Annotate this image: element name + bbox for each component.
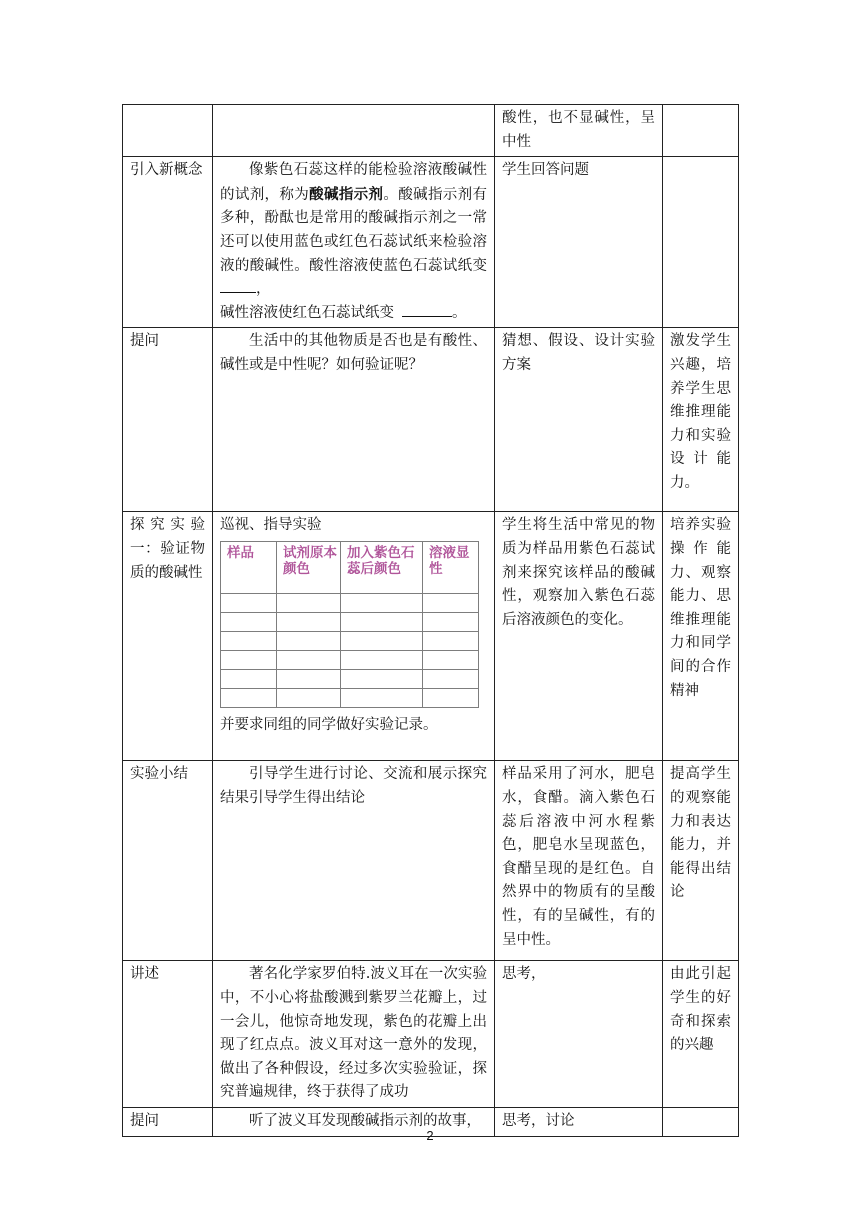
design-intent-cell (663, 157, 739, 328)
teacher-text: ， (256, 281, 271, 298)
sample-empty-row (221, 669, 479, 688)
student-activity-cell: 学生将生活中常见的物质为样品用紫色石蕊试剂来探究该样品的酸碱性，观察加入紫色石蕊后溶液颜色的变化。 (495, 512, 663, 761)
fill-blank (220, 278, 256, 293)
stage-cell: 探究实验一：验证物质的酸碱性 (123, 512, 213, 761)
teacher-activity-cell (213, 157, 495, 328)
teacher-paragraph (220, 159, 487, 302)
teacher-activity-cell (213, 328, 495, 512)
table-row (123, 328, 739, 512)
teacher-activity-cell (213, 512, 495, 761)
teacher-text: 生活中的其他物质是否也是有酸性、碱性或是中性呢？如何验证呢？ (220, 333, 487, 373)
teacher-line (220, 305, 467, 321)
sample-header-cell: 加入紫色石蕊后颜色 (341, 541, 423, 593)
teacher-text: 碱性溶液使红色石蕊试纸变 (220, 304, 394, 321)
table-row (123, 761, 739, 961)
stage-cell (123, 105, 213, 157)
teacher-text: 。 (452, 304, 467, 321)
student-activity-cell: 猜想、假设、设计实验方案 (495, 328, 663, 512)
student-activity-cell: 样品采用了河水，肥皂水，食醋。滴入紫色石蕊后溶液中河水程紫色，肥皂水呈现蓝色，食醋呈现的是红色。自然界中的物质有的呈酸性，有的呈碱性，有的呈中性。 (495, 761, 663, 961)
student-activity-cell: 思考， (495, 961, 663, 1108)
student-activity-cell: 酸性，也不显碱性，呈中性 (495, 105, 663, 157)
stage-cell: 提问 (123, 328, 213, 512)
lesson-plan-table (122, 104, 739, 1137)
table-row (123, 512, 739, 761)
sample-record-table (220, 541, 479, 708)
sample-header-row (221, 541, 479, 593)
teacher-text: 。酸碱指示剂有多种，酚酞也是常用的酸碱指示剂之一常还可以使用蓝色或红色石蕊试纸来检验溶液的酸碱性。酸性溶液使蓝色石蕊试纸变 (220, 186, 488, 274)
stage-cell: 提问 (123, 1107, 213, 1136)
sample-empty-row (221, 650, 479, 669)
design-intent-cell: 激发学生兴趣，培养学生思维推理能力和实验设计能力。 (663, 328, 739, 512)
student-activity-cell: 学生回答问题 (495, 157, 663, 328)
design-intent-cell: 提高学生的观察能力和表达能力，并能得出结论 (663, 761, 739, 961)
table-row (123, 105, 739, 157)
sample-record-table-image (220, 541, 478, 708)
teacher-activity-cell (213, 761, 495, 961)
sample-header-cell: 溶液显性 (423, 541, 479, 593)
sample-empty-row (221, 688, 479, 707)
fill-blank (402, 302, 452, 317)
design-intent-cell: 培养实验操作能力、观察能力、思维推理能力和同学间的合作精神 (663, 512, 739, 761)
student-activity-cell: 思考，讨论 (495, 1107, 663, 1136)
teacher-text: 巡视、指导实验 (220, 517, 322, 534)
teacher-text: 引导学生进行讨论、交流和展示探究结果引导学生得出结论 (220, 766, 487, 806)
sample-empty-row (221, 612, 479, 631)
stage-cell: 讲述 (123, 961, 213, 1108)
page-number: 2 (426, 1128, 434, 1143)
teacher-text: 听了波义耳发现酸碱指示剂的故事， (249, 1112, 481, 1129)
design-intent-cell: 由此引起学生的好奇和探索的兴趣 (663, 961, 739, 1108)
stage-cell: 引入新概念 (123, 157, 213, 328)
teacher-text: 著名化学家罗伯特.波义耳在一次实验中，不小心将盐酸溅到紫罗兰花瓣上，过一会儿，他惊奇地发现，紫色的花瓣上出现了红点点。波义耳对这一意外的发现，做出了各种假设，经过多次实验验证，探究普遍规律，终于获得了成功 (220, 966, 487, 1101)
sample-header-cell: 样品 (221, 541, 277, 593)
teacher-activity-cell (213, 105, 495, 157)
teacher-text: 像紫色石蕊这样的能检验溶液酸碱性的试剂，称为 (220, 162, 487, 203)
table-row (123, 961, 739, 1108)
teacher-text: 并要求同组的同学做好实验记录。 (220, 716, 438, 733)
key-term: 酸碱指示剂 (309, 185, 384, 203)
teacher-activity-cell (213, 961, 495, 1108)
sample-empty-row (221, 593, 479, 612)
sample-header-cell: 试剂原本颜色 (277, 541, 341, 593)
sample-empty-row (221, 631, 479, 650)
table-row (123, 157, 739, 328)
stage-cell: 实验小结 (123, 761, 213, 961)
design-intent-cell (663, 105, 739, 157)
